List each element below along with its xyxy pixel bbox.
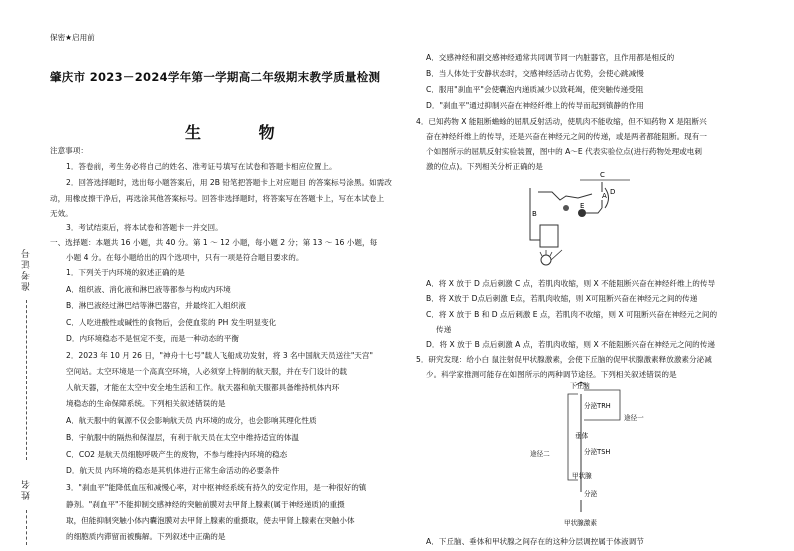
subject-title: 生 物 <box>185 123 301 142</box>
q3-option-a: A．交感神经和副交感神经通常共同调节同一内脏器官，且作用都是相反的 <box>426 53 675 62</box>
note-2: 2．回答选择题时，选出每小题答案后，用 2B 铅笔把答题卡上对应题目 的答案标号涂黑。如需改 <box>66 178 392 187</box>
q2-option-c: C．CO2 是航天员细胞呼吸产生的废物，不参与维持内环境的稳态 <box>66 450 288 459</box>
q3-option-c: C．服用"刹血平"会使囊泡内递质减少以致耗竭，使突触传递受阻 <box>426 85 644 94</box>
note-2-cont: 动，用橡皮擦干净后，再选涂其他答案标号。回答非选择题时，将答案写在答题卡上，写在本试卷上 <box>50 194 385 203</box>
q3-stem-1: 3．"刹血平"能降低血压和减慢心率，对中枢神经系统有持久的安定作用，是一种很好的镇 <box>66 483 367 492</box>
q5-stem-2: 少。科学家推测可能存在如图所示的两种调节途径。下列相关叙述错误的是 <box>426 370 677 379</box>
confidential-label: 保密★启用前 <box>50 33 95 42</box>
q4-option-a: A．将 X 放于 D 点后刺激 C 点，若肌肉收缩，则 X 不能阻断兴奋在神经纤维上的传导 <box>426 279 716 288</box>
receptor-fiber <box>551 250 562 260</box>
q4-stem-2: 奋在神经纤维上的传导，还是兴奋在神经元之间的传递，或是两者都能阻断。现有一 <box>426 132 707 141</box>
q1-option-a: A．组织液、消化液和淋巴液等都参与构成内环境 <box>66 285 231 294</box>
hypothalamus-node: 下丘脑 <box>570 382 590 390</box>
q4-stem-4: 激的位点)。下列相关分析正确的是 <box>426 162 543 171</box>
q4-option-d: D．将 X 放于 B 点后刺激 A 点，若肌肉收缩，则 X 不能阻断兴奋在神经元之间的传递 <box>426 340 715 349</box>
name-label: 姓名 <box>22 478 32 500</box>
point-a-label: A <box>602 192 607 200</box>
point-b-label: B <box>532 210 537 218</box>
binding-line <box>26 300 27 460</box>
reflex-arc-figure <box>520 170 635 270</box>
q2-stem-3: 人航天器，才能在太空中安全地生活和工作。航天器和航天服都具备维持机体内环 <box>66 383 340 392</box>
nerve-fiber <box>538 192 592 200</box>
trh-label: 分泌TRH <box>584 402 611 410</box>
q2-option-b: B．宇航服中的隔热和保湿层，有利于航天员在太空中维持适宜的体温 <box>66 433 300 442</box>
q3-option-d: D．"刹血平"通过抑制兴奋在神经纤维上的传导而起到镇静的作用 <box>426 101 644 110</box>
q3-stem-3: 取，但能抑制突触小体内囊泡膜对去甲肾上腺素的重摄取，使去甲肾上腺素在突触小体 <box>66 516 355 525</box>
receptor <box>541 255 551 265</box>
q5-stem-1: 5．研究发现：给小白 鼠注射促甲状腺激素，会使下丘脑的促甲状腺激素释放激素分泌减 <box>416 355 712 364</box>
thyroid-node: 甲状腺 <box>572 472 592 480</box>
q2-stem-4: 境稳态的生命保障系统。下列相关叙述错误的是 <box>66 399 226 408</box>
q1-option-c: C．人吃进酸性或碱性的食物后，会使血浆的 PH 发生明显变化 <box>66 318 277 327</box>
q4-option-c-cont: 传递 <box>436 325 452 334</box>
pathway-2-label: 途径二 <box>530 450 550 458</box>
notes-heading: 注意事项： <box>50 146 88 155</box>
q2-stem-2: 空间站。太空环境是一个高真空环境，人必须穿上特制的航天服，并在专门设计的载 <box>66 367 347 376</box>
thyroid-hormone-node: 甲状腺激素 <box>564 519 597 527</box>
q2-option-a: A．航天服中的氧源不仅会影响航天员 内环境的成分，也会影响其理化性质 <box>66 416 317 425</box>
note-3: 3．考试结束后，将本试卷和答题卡一并交回。 <box>66 223 223 232</box>
q5-option-a: A．下丘脑、垂体和甲状腺之间存在的这种分层调控属于体液调节 <box>426 537 644 546</box>
q4-stem-1: 4．已知药物 X 能阻断蟾蜍的屈肌反射活动，使肌肉不能收缩，但不知药物 X 是阻断兴 <box>416 117 707 126</box>
section-instructions-cont: 小题 4 分。在每小题给出的四个选项中，只有一项是符合题目要求的。 <box>66 253 304 262</box>
q1-option-b: B．淋巴液经过淋巴结等淋巴器官，并最终汇入组织液 <box>66 301 246 310</box>
point-c-label: C <box>600 171 605 179</box>
binding-line-lower <box>26 510 27 545</box>
tsh-label: 分泌TSH <box>584 448 611 456</box>
point-e-label: E <box>580 202 585 210</box>
q4-option-b: B．将 X放于 D点后刺激 E点，若肌肉收缩，则 X可阻断兴奋在神经元之间的传递 <box>426 294 698 303</box>
q1-stem: 1．下列关于内环境的叙述正确的是 <box>66 268 185 277</box>
point-d-label: D <box>610 188 616 196</box>
neuron-body-2 <box>563 205 569 211</box>
hormone-pathway-diagram <box>520 380 690 530</box>
muscle-block <box>540 225 558 247</box>
note-2-end: 无效。 <box>50 209 73 218</box>
section-instructions: 一、选择题：本题共 16 小题，共 40 分。第 1 ～ 12 小题，每小题 2 分；第 13 ～ 16 小题，每 <box>50 238 378 247</box>
q2-stem-1: 2．2023 年 10 月 26 日，"神舟十七号"载人飞船成功发射，将 3 名中国航天员送往"天宫" <box>66 351 373 360</box>
admission-number-label: 准考证号 <box>22 247 32 291</box>
pathway-1-label: 途径一 <box>624 414 644 422</box>
q1-option-d: D．内环境稳态不是恒定不变，而是一种动态的平衡 <box>66 334 239 343</box>
exam-title: 肇庆市 2023－2024学年第一学期高二年级期末教学质量检测 <box>50 70 381 84</box>
q3-stem-2: 静剂。"刹血平"不能抑制交感神经的突触前膜对去甲肾上腺素(属于神经递质)的重摄 <box>66 500 345 509</box>
q4-option-c: C．将 X 放于 B 和 D 点后刺激 E 点，若肌肉不收缩，则 X 可阻断兴奋在神经元之间的 <box>426 310 718 319</box>
q3-stem-4: 的细胞质内滞留而被酶解。下列叙述中正确的是 <box>66 532 226 541</box>
q2-option-d: D．航天员 内环境的稳态是其机体进行正常生命活动的必要条件 <box>66 466 280 475</box>
pituitary-node: 垂体 <box>575 432 589 440</box>
secrete-label: 分泌 <box>584 490 598 498</box>
note-1: 1．答卷前，考生务必将自己的姓名、准考证号填写在试卷和答题卡相应位置上。 <box>66 162 337 171</box>
q3-option-b: B．当人体处于安静状态时，交感神经活动占优势，会使心跳减慢 <box>426 69 644 78</box>
q4-stem-3: 个如图所示的屈肌反射实验装置，图中的 A～E 代表实验位点(进行药物处理或电刺 <box>426 147 702 156</box>
